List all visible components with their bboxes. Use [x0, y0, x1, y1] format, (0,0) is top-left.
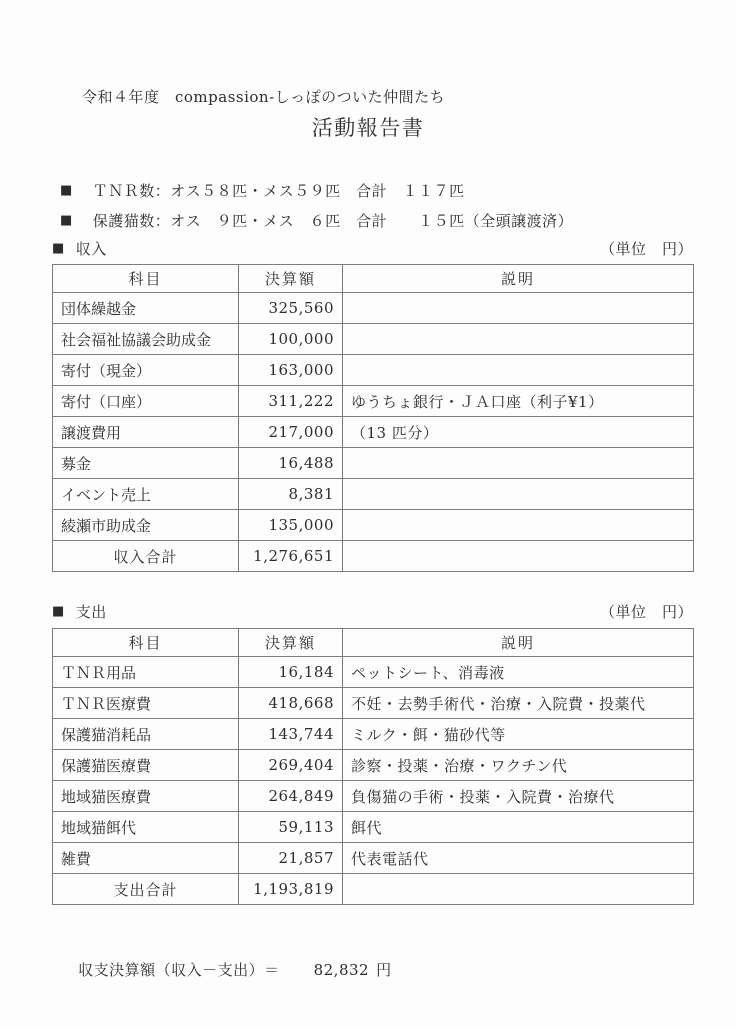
table-row: [53, 510, 694, 541]
note-cell: [343, 324, 694, 355]
item-cell: ＴＮＲ用品: [53, 657, 239, 688]
column-header-amount: 決算額: [239, 265, 343, 293]
table-row: [53, 417, 694, 448]
note-cell: [343, 479, 694, 510]
stat-line-rescue-text: 保護猫数：オス ９匹・メス ６匹 合計 １５匹（全頭譲渡済）: [92, 212, 574, 230]
table-row: [53, 355, 694, 386]
item-cell: 保護猫消耗品: [53, 719, 239, 750]
note-cell: [343, 510, 694, 541]
amount-cell: 100,000: [239, 324, 343, 355]
note-cell: [343, 293, 694, 324]
amount-cell: 143,744: [239, 719, 343, 750]
item-cell: 社会福祉協議会助成金: [53, 324, 239, 355]
note-cell: ミルク・餌・猫砂代等: [343, 719, 694, 750]
amount-cell: 1,276,651: [239, 541, 343, 572]
table-row: [53, 874, 694, 905]
table-row: [53, 688, 694, 719]
column-header-note: 説明: [343, 265, 694, 293]
item-cell: 譲渡費用: [53, 417, 239, 448]
note-cell: 診察・投薬・治療・ワクチン代: [343, 750, 694, 781]
income-section-header: [52, 238, 693, 259]
table-row: [53, 293, 694, 324]
income-table: [52, 264, 694, 572]
item-cell: 寄付（口座）: [53, 386, 239, 417]
note-cell: 不妊・去勢手術代・治療・入院費・投薬代: [343, 688, 694, 719]
table-row: [53, 386, 694, 417]
income-unit-label: （単位 円）: [599, 240, 693, 258]
note-cell: [343, 541, 694, 572]
summary-label: 収支決算額（収入－支出）＝: [78, 961, 280, 979]
table-row: [53, 781, 694, 812]
table-row: [53, 719, 694, 750]
item-cell: 雑費: [53, 843, 239, 874]
item-cell: ＴＮＲ医療費: [53, 688, 239, 719]
balance-summary-line: [57, 941, 392, 998]
item-cell: 団体繰越金: [53, 293, 239, 324]
amount-cell: 418,668: [239, 688, 343, 719]
note-cell: [343, 355, 694, 386]
note-cell: ゆうちょ銀行・ＪＡ口座（利子¥1）: [343, 386, 694, 417]
table-row: [53, 324, 694, 355]
note-cell: （13 匹分）: [343, 417, 694, 448]
item-cell: 募金: [53, 448, 239, 479]
expense-section-label-wrap: [52, 601, 107, 622]
amount-cell: 16,488: [239, 448, 343, 479]
expense-section-label: 支出: [75, 603, 107, 621]
expense-table-header-row: [53, 629, 694, 657]
amount-cell: 311,222: [239, 386, 343, 417]
item-cell: 支出合計: [53, 874, 239, 905]
table-row: [53, 750, 694, 781]
amount-cell: 16,184: [239, 657, 343, 688]
item-cell: 収入合計: [53, 541, 239, 572]
bullet-square-icon: ■: [60, 183, 73, 198]
fiscal-year-line: 令和４年度 compassion-しっぽのついた仲間たち: [82, 88, 446, 106]
expense-table: [52, 628, 694, 905]
amount-cell: 135,000: [239, 510, 343, 541]
stat-line-rescue: [60, 210, 573, 231]
summary-unit: 円: [376, 961, 392, 979]
note-cell: ペットシート、消毒液: [343, 657, 694, 688]
table-row: [53, 479, 694, 510]
bullet-square-icon: ■: [60, 213, 73, 228]
note-cell: 負傷猫の手術・投薬・入院費・治療代: [343, 781, 694, 812]
amount-cell: 8,381: [239, 479, 343, 510]
amount-cell: 21,857: [239, 843, 343, 874]
column-header-item: 科目: [53, 265, 239, 293]
summary-value: 82,832: [313, 961, 370, 979]
bullet-square-icon: ■: [52, 604, 65, 619]
item-cell: 保護猫医療費: [53, 750, 239, 781]
amount-cell: 325,560: [239, 293, 343, 324]
table-row: [53, 812, 694, 843]
column-header-note: 説明: [343, 629, 694, 657]
income-table-header-row: [53, 265, 694, 293]
table-row: [53, 541, 694, 572]
expense-unit-label: （単位 円）: [599, 603, 693, 621]
item-cell: 地域猫餌代: [53, 812, 239, 843]
item-cell: 寄付（現金）: [53, 355, 239, 386]
amount-cell: 264,849: [239, 781, 343, 812]
expense-section-header: [52, 601, 693, 622]
amount-cell: 217,000: [239, 417, 343, 448]
item-cell: 綾瀬市助成金: [53, 510, 239, 541]
table-row: [53, 448, 694, 479]
column-header-item: 科目: [53, 629, 239, 657]
amount-cell: 59,113: [239, 812, 343, 843]
note-cell: [343, 874, 694, 905]
item-cell: イベント売上: [53, 479, 239, 510]
stat-line-tnr-text: ＴＮＲ数：オス５８匹・メス５９匹 合計 １１７匹: [92, 182, 465, 200]
table-row: [53, 843, 694, 874]
amount-cell: 163,000: [239, 355, 343, 386]
amount-cell: 1,193,819: [239, 874, 343, 905]
bullet-square-icon: ■: [52, 241, 65, 256]
income-section-label: 収入: [75, 240, 107, 258]
item-cell: 地域猫医療費: [53, 781, 239, 812]
table-row: [53, 657, 694, 688]
column-header-amount: 決算額: [239, 629, 343, 657]
note-cell: [343, 448, 694, 479]
note-cell: 代表電話代: [343, 843, 694, 874]
note-cell: 餌代: [343, 812, 694, 843]
stat-line-tnr: [60, 180, 465, 201]
document-title: 活動報告書: [311, 116, 425, 140]
amount-cell: 269,404: [239, 750, 343, 781]
income-section-label-wrap: [52, 238, 107, 259]
